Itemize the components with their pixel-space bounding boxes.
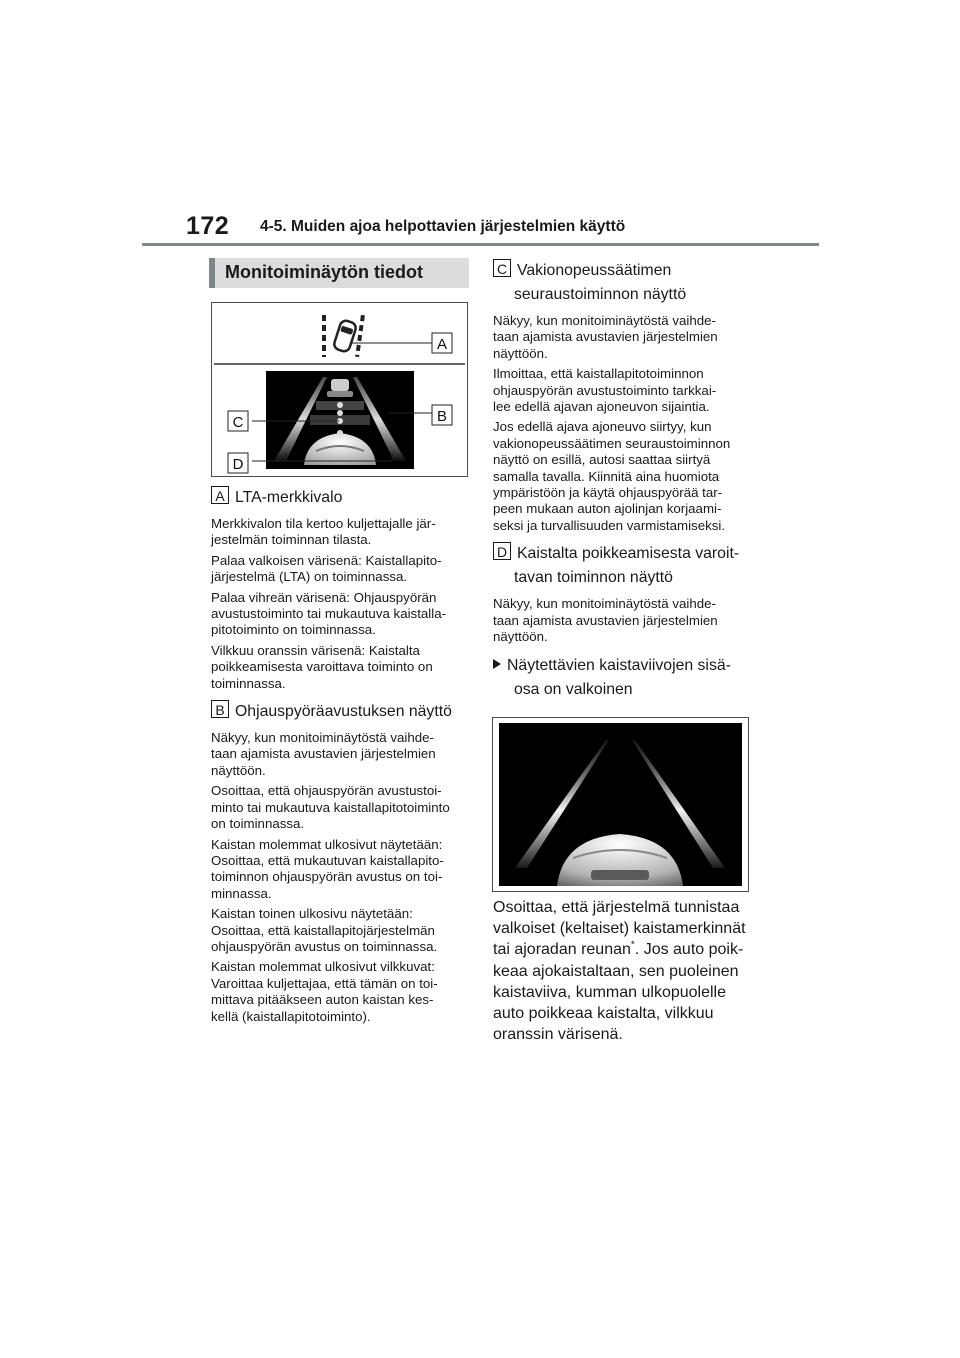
item-c-title-line2: seuraustoiminnon näyttö xyxy=(514,286,687,303)
footnote-marker: * xyxy=(630,940,635,952)
display-illustration xyxy=(212,303,467,476)
item-a-heading xyxy=(211,486,473,510)
closing-line1: Osoittaa, että järjestelmä tunnistaa xyxy=(493,899,740,916)
lta-indicator-icon xyxy=(324,315,363,357)
chapter-header: 4-5. Muiden ajoa helpottavien järjestelmien käyttö xyxy=(260,218,626,235)
display-figure xyxy=(211,302,468,477)
lane-subheading-line2: osa on valkoinen xyxy=(514,680,633,698)
callout-label-a: A xyxy=(436,336,448,353)
lane-subheading-line1: Näytettävien kaistaviivojen sisä- xyxy=(507,656,731,674)
item-c-heading xyxy=(493,259,755,283)
item-b-tag: B xyxy=(211,700,229,718)
callout-label-b: B xyxy=(436,408,448,425)
closing-paragraph xyxy=(493,897,763,1045)
triangle-bullet-icon xyxy=(493,659,501,669)
section-title-box xyxy=(209,258,469,288)
item-a-title: LTA-merkkivalo xyxy=(235,489,343,506)
right-column xyxy=(493,259,755,702)
item-d-body: Näkyy, kun monitoiminäytöstä vaihde- taan ajamista avustavien järjestelmien näyttöön. xyxy=(493,596,718,645)
item-c-title-line1: Vakionopeussäätimen xyxy=(517,262,672,279)
item-d-title-line2: tavan toiminnon näyttö xyxy=(514,569,673,587)
section-title: Monitoiminäytön tiedot xyxy=(225,262,423,282)
closing-line6: auto poikkeaa kaistalta, vilkkuu xyxy=(493,1005,714,1023)
lane-subheading xyxy=(493,654,755,678)
item-d-title-line1: Kaistalta poikkeamisesta varoit- xyxy=(517,545,740,563)
closing-line7: oranssin värisenä. xyxy=(493,1026,623,1044)
item-a-tag: A xyxy=(211,486,229,504)
item-d-tag: D xyxy=(493,542,511,560)
item-c-tag: C xyxy=(493,259,511,277)
callout-label-d: D xyxy=(232,456,244,473)
page-number: 172 xyxy=(186,212,230,240)
item-b-title: Ohjauspyöräavustuksen näyttö xyxy=(235,703,452,721)
item-b-body: Näkyy, kun monitoiminäytöstä vaihde- taan ajamista avustavien järjestelmien näyttöön. Osoittaa, että ohjauspyörän avustustoi- minto tai mukautuva kaistallapitotoiminto on toiminnassa. Kaistan molemmat ulkosivut näytetään: Osoittaa, että mukautuvan kaistallapito- toiminnon ohjauspyörän avustus on toi- minnassa. Kaistan toinen ulkosivu näytetään: Osoittaa, että kaistallapitojärjestelmän ohjauspyörän avustus on toiminnassa. Kaistan molemmat ulkosivut vilkkuvat: Varoittaa kuljettajaa, että tämän on toi- mittava pitääkseen auton kaistan kes- kellä (kaistallapitotoiminto). xyxy=(211,730,450,1024)
left-column xyxy=(211,486,473,1029)
closing-line3: tai ajoradan reunan*. Jos auto poik- xyxy=(493,940,744,959)
lane-display-figure xyxy=(492,717,749,892)
callout-label-c: C xyxy=(232,414,244,431)
item-c-body: Näkyy, kun monitoiminäytöstä vaihde- taan ajamista avustavien järjestelmien näyttöön. Ilmoittaa, että kaistallapitotoiminnon ohjauspyörän avustustoiminto tarkkai- lee edellä ajavan ajoneuvon sijaintia. Jos edellä ajava ajoneuvo siirtyy, kun vakionopeussäätimen seuraustoiminnon näyttö on esillä, autosi saattaa siirtyä samalla tavalla. Kiinnitä aina huomiota ympäristöön ja käytä ohjauspyörää tar- peen mukaan auton ajolinjan korjaami- seksi ja turvallisuuden varmistamiseksi. xyxy=(493,313,731,533)
closing-line2: valkoiset (keltaiset) kaistamerkinnät xyxy=(493,920,746,938)
closing-line5: kaistaviiva, kumman ulkopuolelle xyxy=(493,983,726,1001)
item-a-body: Merkkivalon tila kertoo kuljettajalle jär- jestelmän toiminnan tilasta. Palaa valkoisen värisenä: Kaistallapito- järjestelmä (LTA) on toiminnassa. Palaa vihreän värisenä: Ohjauspyörän avustustoiminto tai mukautuva kaistalla- pitotoiminto on toiminnassa. Vilkkuu oranssin värisenä: Kaistalta poikkeamisesta varoittava toiminto on toiminnassa. xyxy=(211,516,447,691)
item-d-heading xyxy=(493,542,755,566)
header-divider xyxy=(142,243,819,246)
lane-display-illustration xyxy=(493,718,748,891)
item-b-heading xyxy=(211,700,473,724)
closing-line4: keaa ajokaistaltaan, sen puoleinen xyxy=(493,962,739,980)
